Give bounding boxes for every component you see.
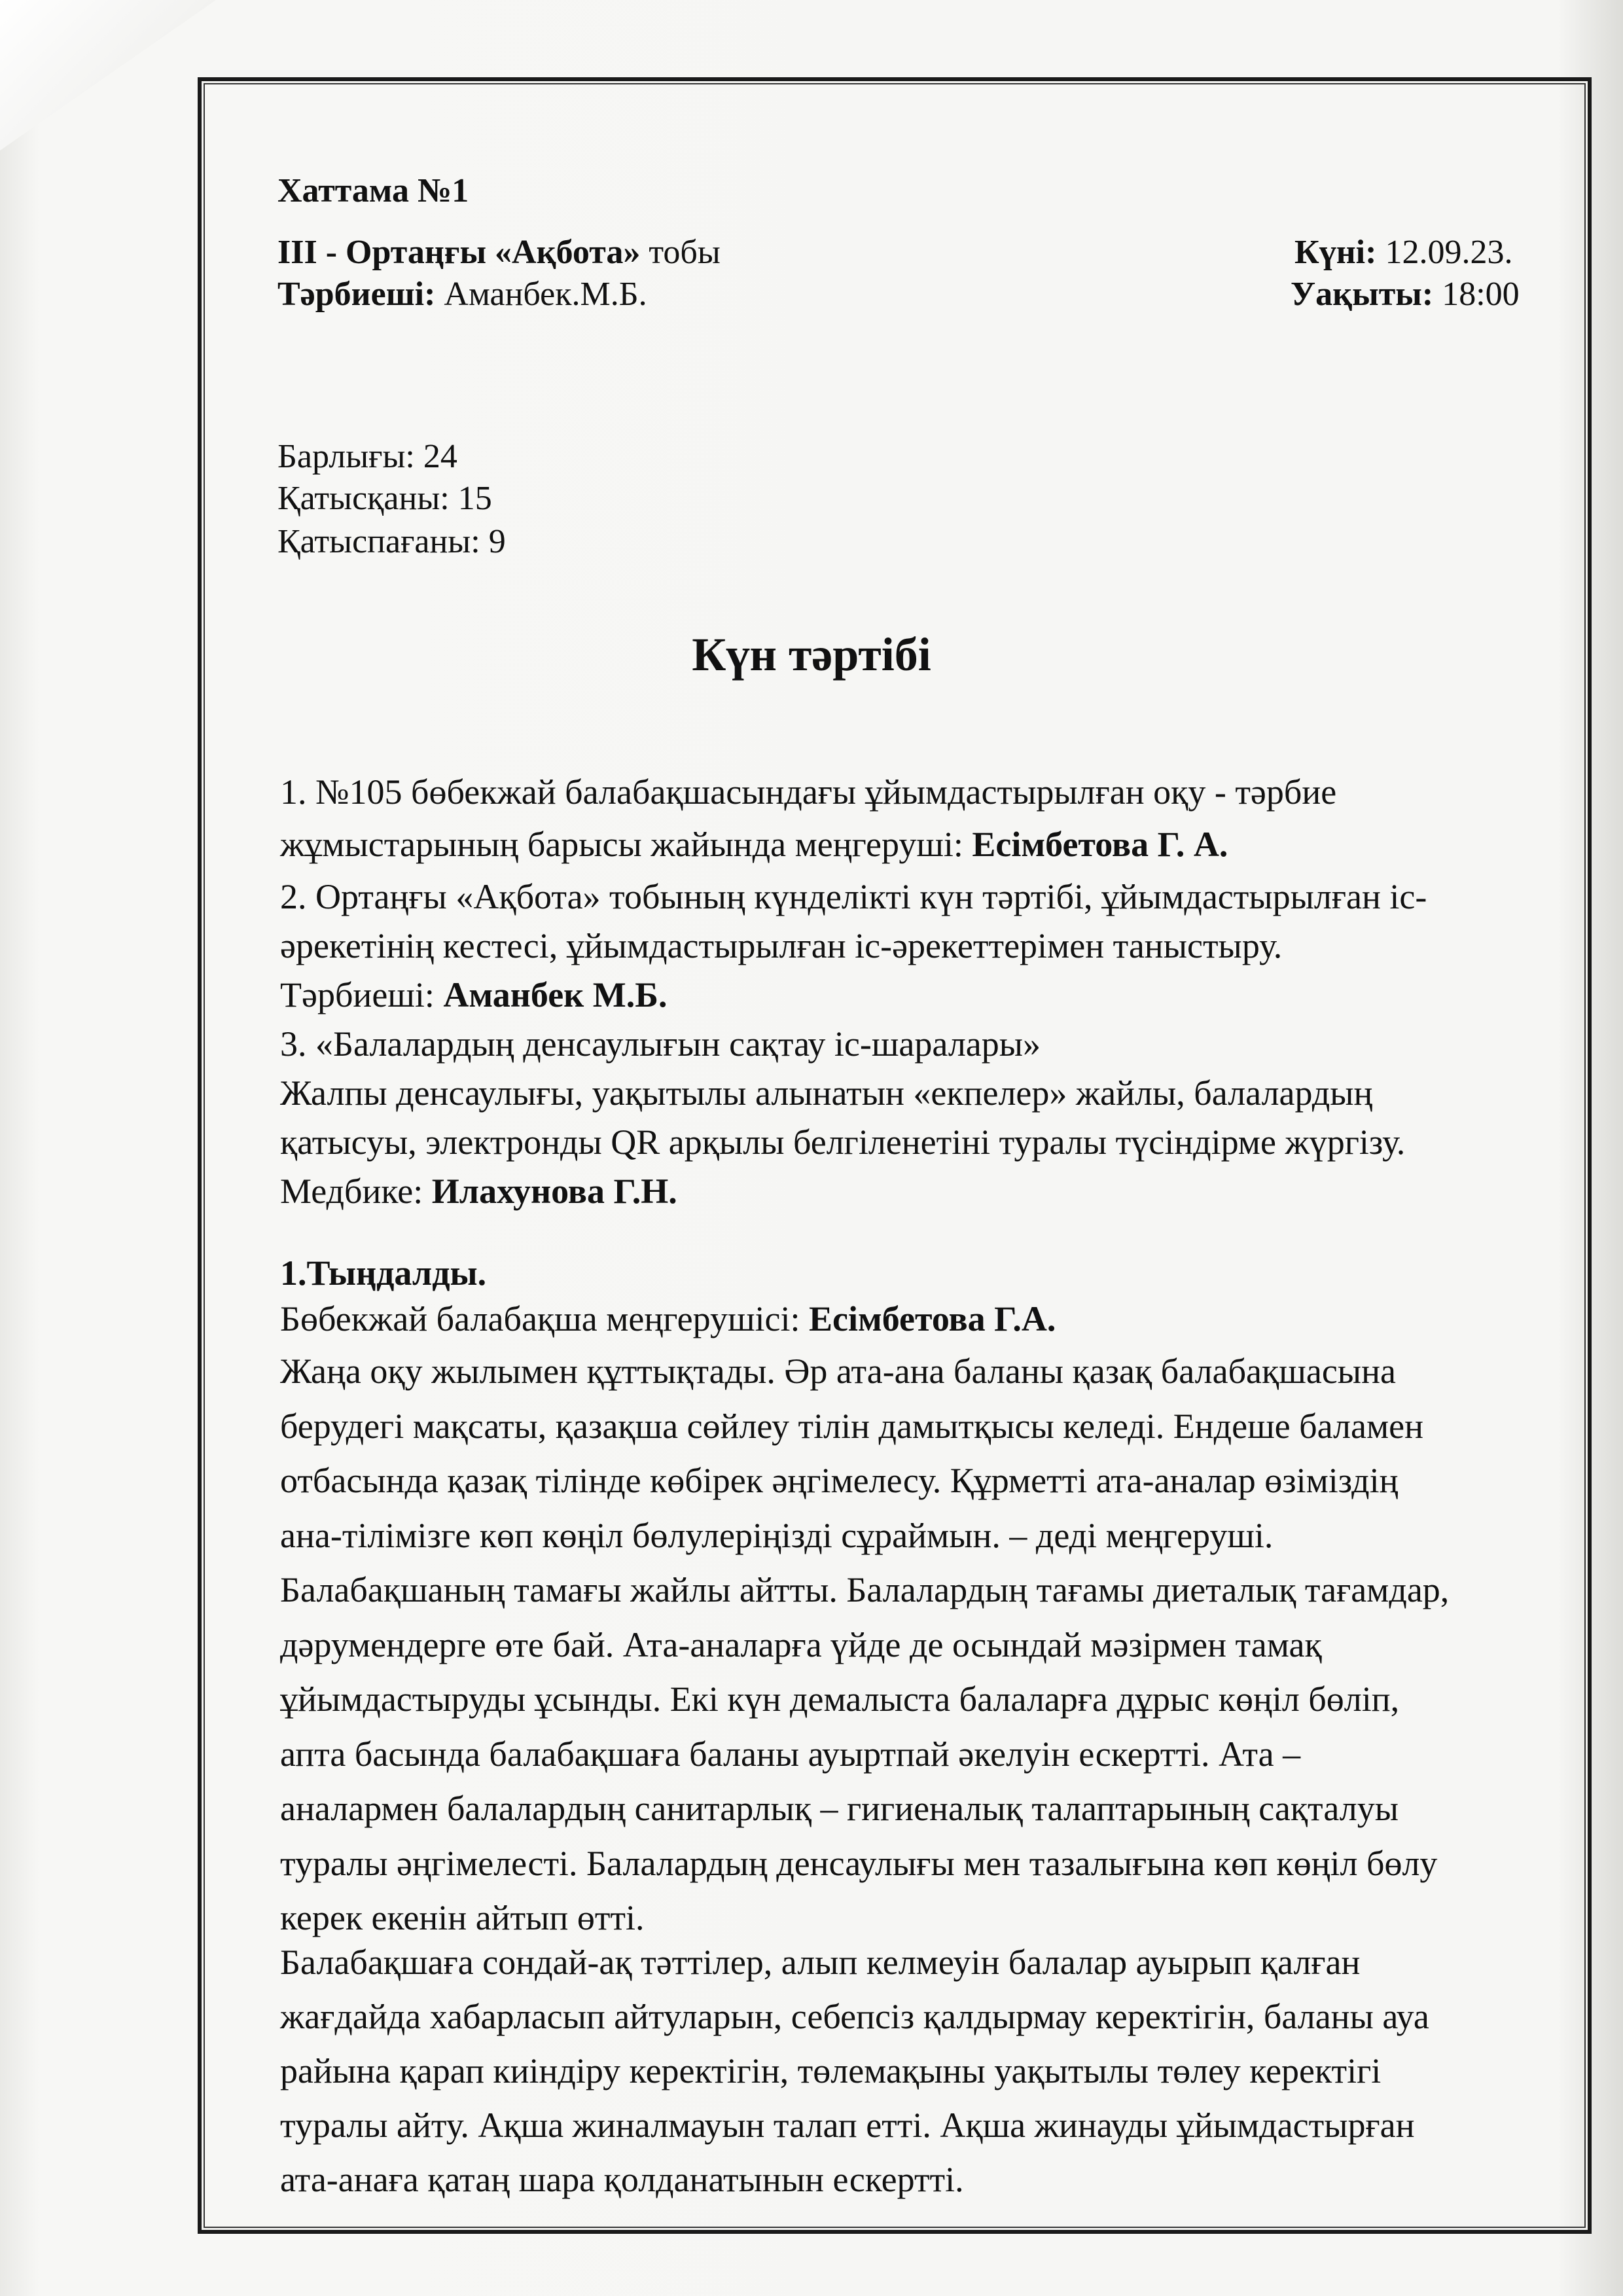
paragraph-line: аналармен балалардың санитарлық – гигиеналық талаптарының сақталуы: [280, 1789, 1399, 1828]
paragraph-line: берудегі мақсаты, қазақша сөйлеу тілін дамытқысы келеді. Ендеше баламен: [280, 1406, 1424, 1446]
agenda-item-1-text: жұмыстарының барысы жайында меңгеруші:: [280, 825, 972, 864]
group-suffix: тобы: [640, 234, 721, 271]
group-name: III - Ортаңғы «Ақбота»: [277, 234, 641, 271]
date-label: Күні:: [1294, 234, 1377, 271]
agenda-item-2-text: Тәрбиеші:: [280, 975, 444, 1014]
agenda-item-2-line-2: әрекетінің кестесі, ұйымдастырылған іс-әрекеттерімен таныстыру.: [280, 926, 1283, 965]
agenda-item-3-text: Медбике:: [280, 1172, 432, 1211]
agenda-item-1-line-2: [280, 818, 1228, 870]
paragraph-line: керек екенін айтып өтті.: [280, 1898, 645, 1937]
agenda-item-1-line-1: 1. №105 бөбекжай балабақшасындағы ұйымдастырылған оқу - тәрбие: [280, 772, 1337, 812]
agenda-item-3-line-1: 3. «Балалардың денсаулығын сақтау іс-шаралары»: [280, 1024, 1041, 1064]
paragraph-line: райына қарап киіндіру керектігін, төлемақыны уақытылы төлеу керектігі: [280, 2051, 1382, 2090]
date-value: 12.09.23.: [1376, 234, 1513, 271]
agenda-item-2-line-3: [280, 969, 667, 1021]
speaker-role: Бөбекжай балабақша меңгерушісі:: [280, 1299, 809, 1338]
date-line: [1294, 233, 1512, 272]
protocol-title: Хаттама №1: [277, 172, 469, 209]
attendance-present: Қатысқаны: 15: [277, 480, 492, 517]
paragraph-line: жағдайда хабарласып айтуларын, себепсіз қалдырмау керектігін, баланы ауа: [280, 1997, 1429, 2036]
time-label: Уақыты:: [1291, 276, 1434, 313]
paragraph-line: туралы айту. Ақша жиналмауын талап етті. Ақша жинауды ұйымдастырған: [280, 2106, 1415, 2145]
paragraph-line: дәрумендерге өте бай. Ата-аналарға үйде де осындай мәзірмен тамақ: [280, 1624, 1322, 1664]
agenda-item-3-person: Илахунова Г.Н.: [431, 1172, 677, 1211]
attendance-total: Барлығы: 24: [277, 438, 457, 475]
time-line: [1291, 275, 1520, 314]
agenda-item-3-line-3: қатысуы, электронды QR арқылы белгіленетіні туралы түсіндірме жүргізу.: [280, 1122, 1406, 1162]
agenda-item-3-line-2: Жалпы денсаулығы, уақытылы алынатын «екпелер» жайлы, балалардың: [280, 1073, 1373, 1113]
paragraph-line: Балабақшаға сондай-ақ тәттілер, алып келмеуін балалар ауырып қалған: [280, 1943, 1361, 1982]
teacher-line: [277, 275, 647, 314]
teacher-value: Аманбек.М.Б.: [435, 276, 647, 313]
paragraph-line: Жаңа оқу жылымен құттықтады. Әр ата-ана баланы қазақ балабақшасына: [280, 1352, 1396, 1391]
paragraph-line: ана-тілімізге көп көңіл бөлулеріңізді сұраймын. – деді меңгеруші.: [280, 1515, 1274, 1555]
paragraph-line: Балабақшаның тамағы жайлы айтты. Балалардың тағамы диеталық тағамдар,: [280, 1570, 1450, 1609]
group-line: [277, 233, 721, 272]
paragraph-line: туралы әңгімелесті. Балалардың денсаулығы мен тазалығына көп көңіл бөлу: [280, 1843, 1438, 1883]
paragraph-line: отбасында қазақ тілінде көбірек әңгімелесу. Құрметті ата-аналар өзіміздің: [280, 1461, 1399, 1500]
agenda-item-1-person: Есімбетова Г. А.: [972, 825, 1228, 864]
agenda-item-3-line-4: [280, 1165, 677, 1217]
section-1-speaker: [280, 1293, 1056, 1345]
teacher-label: Тәрбиеші:: [277, 276, 436, 313]
attendance-absent: Қатыспағаны: 9: [277, 523, 506, 560]
paragraph-line: апта басында балабақшаға баланы ауыртпай әкелуін ескертті. Ата –: [280, 1734, 1301, 1774]
agenda-item-2-person: Аманбек М.Б.: [443, 975, 668, 1014]
paragraph-line: ұйымдастыруды ұсынды. Екі күн демалыста балаларға дұрыс көңіл бөліп,: [280, 1679, 1400, 1719]
paragraph-line: ата-анаға қатаң шара қолданатынын ескертті.: [280, 2160, 964, 2199]
section-1-heading: 1.Тыңдалды.: [280, 1253, 487, 1293]
agenda-title: Күн тәртібі: [692, 628, 931, 681]
speaker-name: Есімбетова Г.А.: [809, 1299, 1056, 1338]
agenda-item-2-line-1: 2. Ортаңғы «Ақбота» тобының күнделікті күн тәртібі, ұйымдастырылған іс-: [280, 877, 1427, 916]
time-value: 18:00: [1433, 276, 1520, 313]
